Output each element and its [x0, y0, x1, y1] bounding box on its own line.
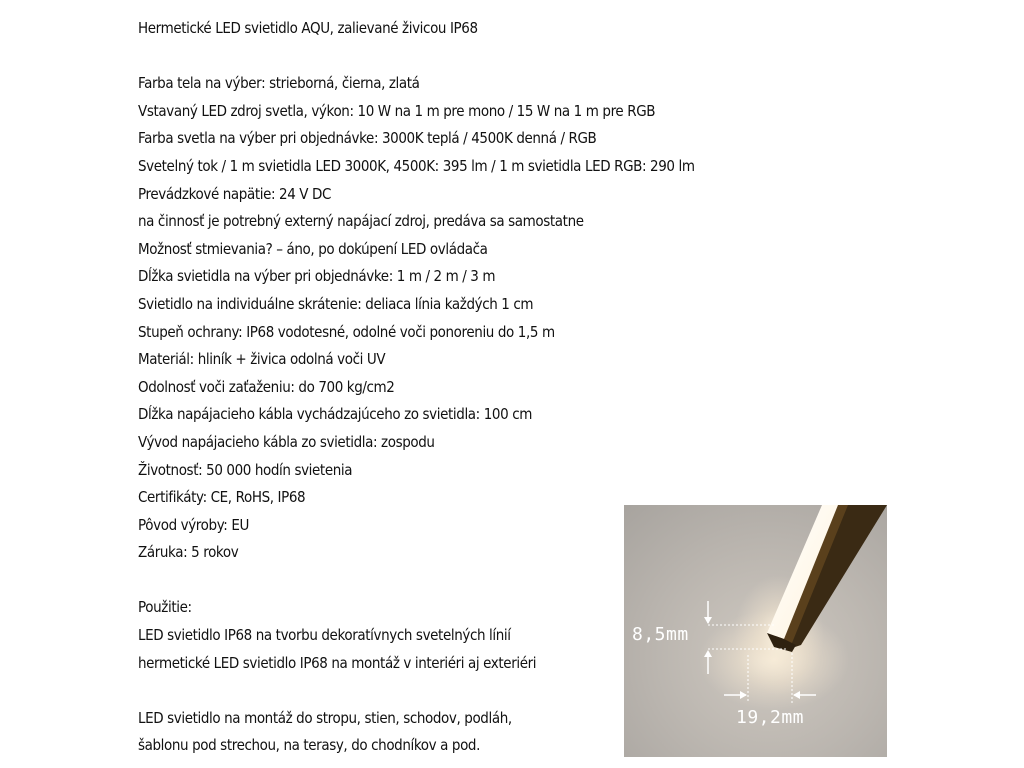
spec-line: Odolnosť voči zaťaženiu: do 700 kg/cm2	[138, 377, 395, 396]
spec-line: Svetelný tok / 1 m svietidla LED 3000K, 4500K: 395 lm / 1 m svietidla LED RGB: 290 lm	[138, 156, 695, 175]
width-dimension-label: 19,2mm	[736, 707, 805, 728]
spec-line: Prevádzkové napätie: 24 V DC	[138, 184, 332, 203]
product-photo	[624, 505, 887, 757]
product-photo-graphic	[624, 505, 887, 757]
spec-line: Materiál: hliník + živica odolná voči UV	[138, 350, 386, 369]
spec-line: Stupeň ochrany: IP68 vodotesné, odolné voči ponoreniu do 1,5 m	[138, 322, 555, 341]
height-dimension-label: 8,5mm	[632, 624, 689, 645]
spec-line: Záruka: 5 rokov	[138, 543, 239, 562]
spec-line: Vstavaný LED zdroj svetla, výkon: 10 W na 1 m pre mono / 15 W na 1 m pre RGB	[138, 101, 656, 120]
spec-line: Dĺžka napájacieho kábla vychádzajúceho zo svietidla: 100 cm	[138, 405, 532, 424]
usage-line: hermetické LED svietidlo IP68 na montáž v interiéri aj exteriéri	[138, 653, 537, 672]
spec-line: Certifikáty: CE, RoHS, IP68	[138, 488, 306, 507]
usage-heading: Použitie:	[138, 598, 192, 617]
spec-line: Svietidlo na individuálne skrátenie: deliaca línia každých 1 cm	[138, 294, 534, 313]
spec-line: Farba svetla na výber pri objednávke: 3000K teplá / 4500K denná / RGB	[138, 129, 597, 148]
spacer	[138, 43, 838, 71]
mounting-line: LED svietidlo na montáž do stropu, stien, schodov, podláh,	[138, 708, 512, 727]
spec-line: Životnosť: 50 000 hodín svietenia	[138, 460, 353, 479]
usage-line: LED svietidlo IP68 na tvorbu dekoratívnych svetelných línií	[138, 626, 511, 645]
spec-line: Farba tela na výber: strieborná, čierna, zlatá	[138, 74, 420, 93]
spec-line: na činnosť je potrebný externý napájací zdroj, predáva sa samostatne	[138, 212, 584, 231]
spec-line: Možnosť stmievania? – áno, po dokúpení LED ovládača	[138, 239, 488, 258]
product-title: Hermetické LED svietidlo AQU, zalievané živicou IP68	[138, 19, 478, 37]
spec-line: Dĺžka svietidla na výber pri objednávke: 1 m / 2 m / 3 m	[138, 267, 496, 286]
mounting-line: šablonu pod strechou, na terasy, do chodníkov a pod.	[138, 736, 481, 755]
spec-line: Pôvod výroby: EU	[138, 515, 249, 534]
spec-line: Vývod napájacieho kábla zo svietidla: zospodu	[138, 432, 435, 451]
